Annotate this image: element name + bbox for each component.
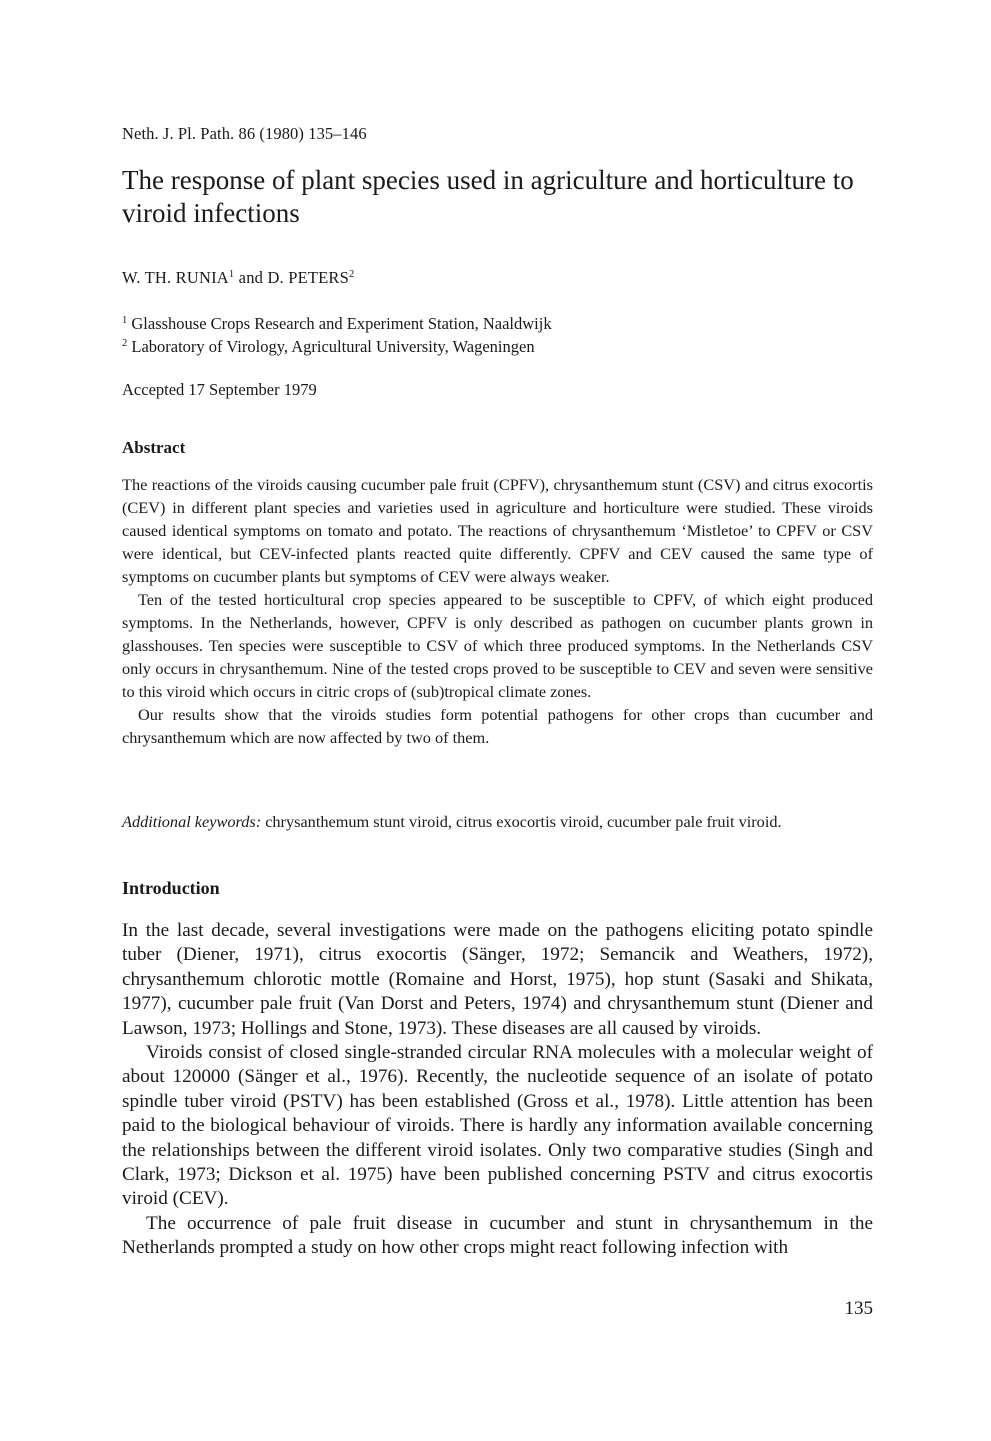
introduction-heading: Introduction: [122, 878, 220, 898]
abstract-body: [122, 473, 873, 749]
affiliation: [122, 312, 552, 335]
introduction-paragraph: The occurrence of pale fruit disease in cucumber and stunt in chrysanthemum in the Netherlands prompted a study on how other crops might react following infection with: [122, 1212, 873, 1259]
additional-keywords: [122, 810, 873, 833]
introduction-paragraph: Viroids consist of closed single-stranded circular RNA molecules with a molecular weight of about 120000 (Sänger et al., 1976). Recently, the nucleotide sequence of an isolate of potato spindle tuber viroid (PSTV) has been established (Gross et al., 1978). Little attention has been paid to the biological behaviour of viroids. There is hardly any information available concerning the relationships between the different viroid isolates. Only two comparative studies (Singh and Clark, 1973; Dickson et al. 1975) have been published concerning PSTV and citrus exocortis viroid (CEV).: [122, 1042, 873, 1210]
abstract-paragraph: Ten of the tested horticultural crop species appeared to be susceptible to CPFV, of which eight produced symptoms. In the Netherlands, however, CPFV is only described as pathogen on cucumber plants grown in glasshouses. Ten species were susceptible to CSV of which three produced symptoms. In the Netherlands CSV only occurs in chrysanthemum. Nine of the tested crops proved to be susceptible to CEV and seven were sensitive to this viroid which occurs in citric crops of (sub)tropical climate zones.: [122, 590, 873, 701]
paper-page: [122, 0, 873, 1441]
keywords-text: chrysanthemum stunt viroid, citrus exocortis viroid, cucumber pale fruit viroid.: [261, 812, 782, 831]
affiliation-text: Laboratory of Virology, Agricultural University, Wageningen: [127, 337, 535, 356]
introduction-paragraph: In the last decade, several investigations were made on the pathogens eliciting potato spindle tuber (Diener, 1971), citrus exocortis (Sänger, 1972; Semancik and Weathers, 1972), chrysanthemum chlorotic mottle (Romaine and Horst, 1975), hop stunt (Sasaki and Shikata, 1977), cucumber pale fruit (Van Dorst and Peters, 1974) and chrysanthemum stunt (Diener and Lawson, 1973; Hollings and Stone, 1973). These diseases are all caused by viroids.: [122, 920, 873, 1039]
author-conjunction: and: [234, 268, 268, 287]
affiliations: [122, 312, 552, 358]
article-title: The response of plant species used in agriculture and horticulture to viroid infections: [122, 165, 854, 228]
author-name: D. PETERS: [267, 268, 349, 287]
accepted-date: Accepted 17 September 1979: [122, 380, 317, 399]
abstract-paragraph: The reactions of the viroids causing cucumber pale fruit (CPFV), chrysanthemum stunt (CSV) and citrus exocortis (CEV) in different plant species and varieties used in agriculture and horticulture were studied. These viroids caused identical symptoms on tomato and potato. The reactions of chrysanthemum ‘Mistletoe’ to CPFV or CSV were identical, but CEV-infected plants reacted quite differently. CPFV and CEV caused the same type of symptoms on cucumber plants but symptoms of CEV were always weaker.: [122, 475, 873, 586]
author-name: W. TH. RUNIA: [122, 268, 229, 287]
keywords-label: Additional keywords:: [122, 812, 262, 831]
abstract-paragraph: Our results show that the viroids studies form potential pathogens for other crops than cucumber and chrysanthemum which are now affected by two of them.: [122, 705, 873, 747]
affiliation-mark: 1: [228, 269, 235, 280]
affiliation-mark: 2: [122, 338, 128, 349]
affiliation: [122, 335, 552, 358]
journal-reference: Neth. J. Pl. Path. 86 (1980) 135–146: [122, 124, 367, 143]
author-line: [122, 268, 354, 288]
affiliation-mark: 1: [122, 315, 128, 326]
abstract-heading: Abstract: [122, 438, 186, 457]
introduction-body: [122, 919, 873, 1261]
affiliation-text: Glasshouse Crops Research and Experiment Station, Naaldwijk: [127, 314, 552, 333]
page-number: 135: [844, 1298, 873, 1319]
affiliation-mark: 2: [349, 269, 355, 280]
